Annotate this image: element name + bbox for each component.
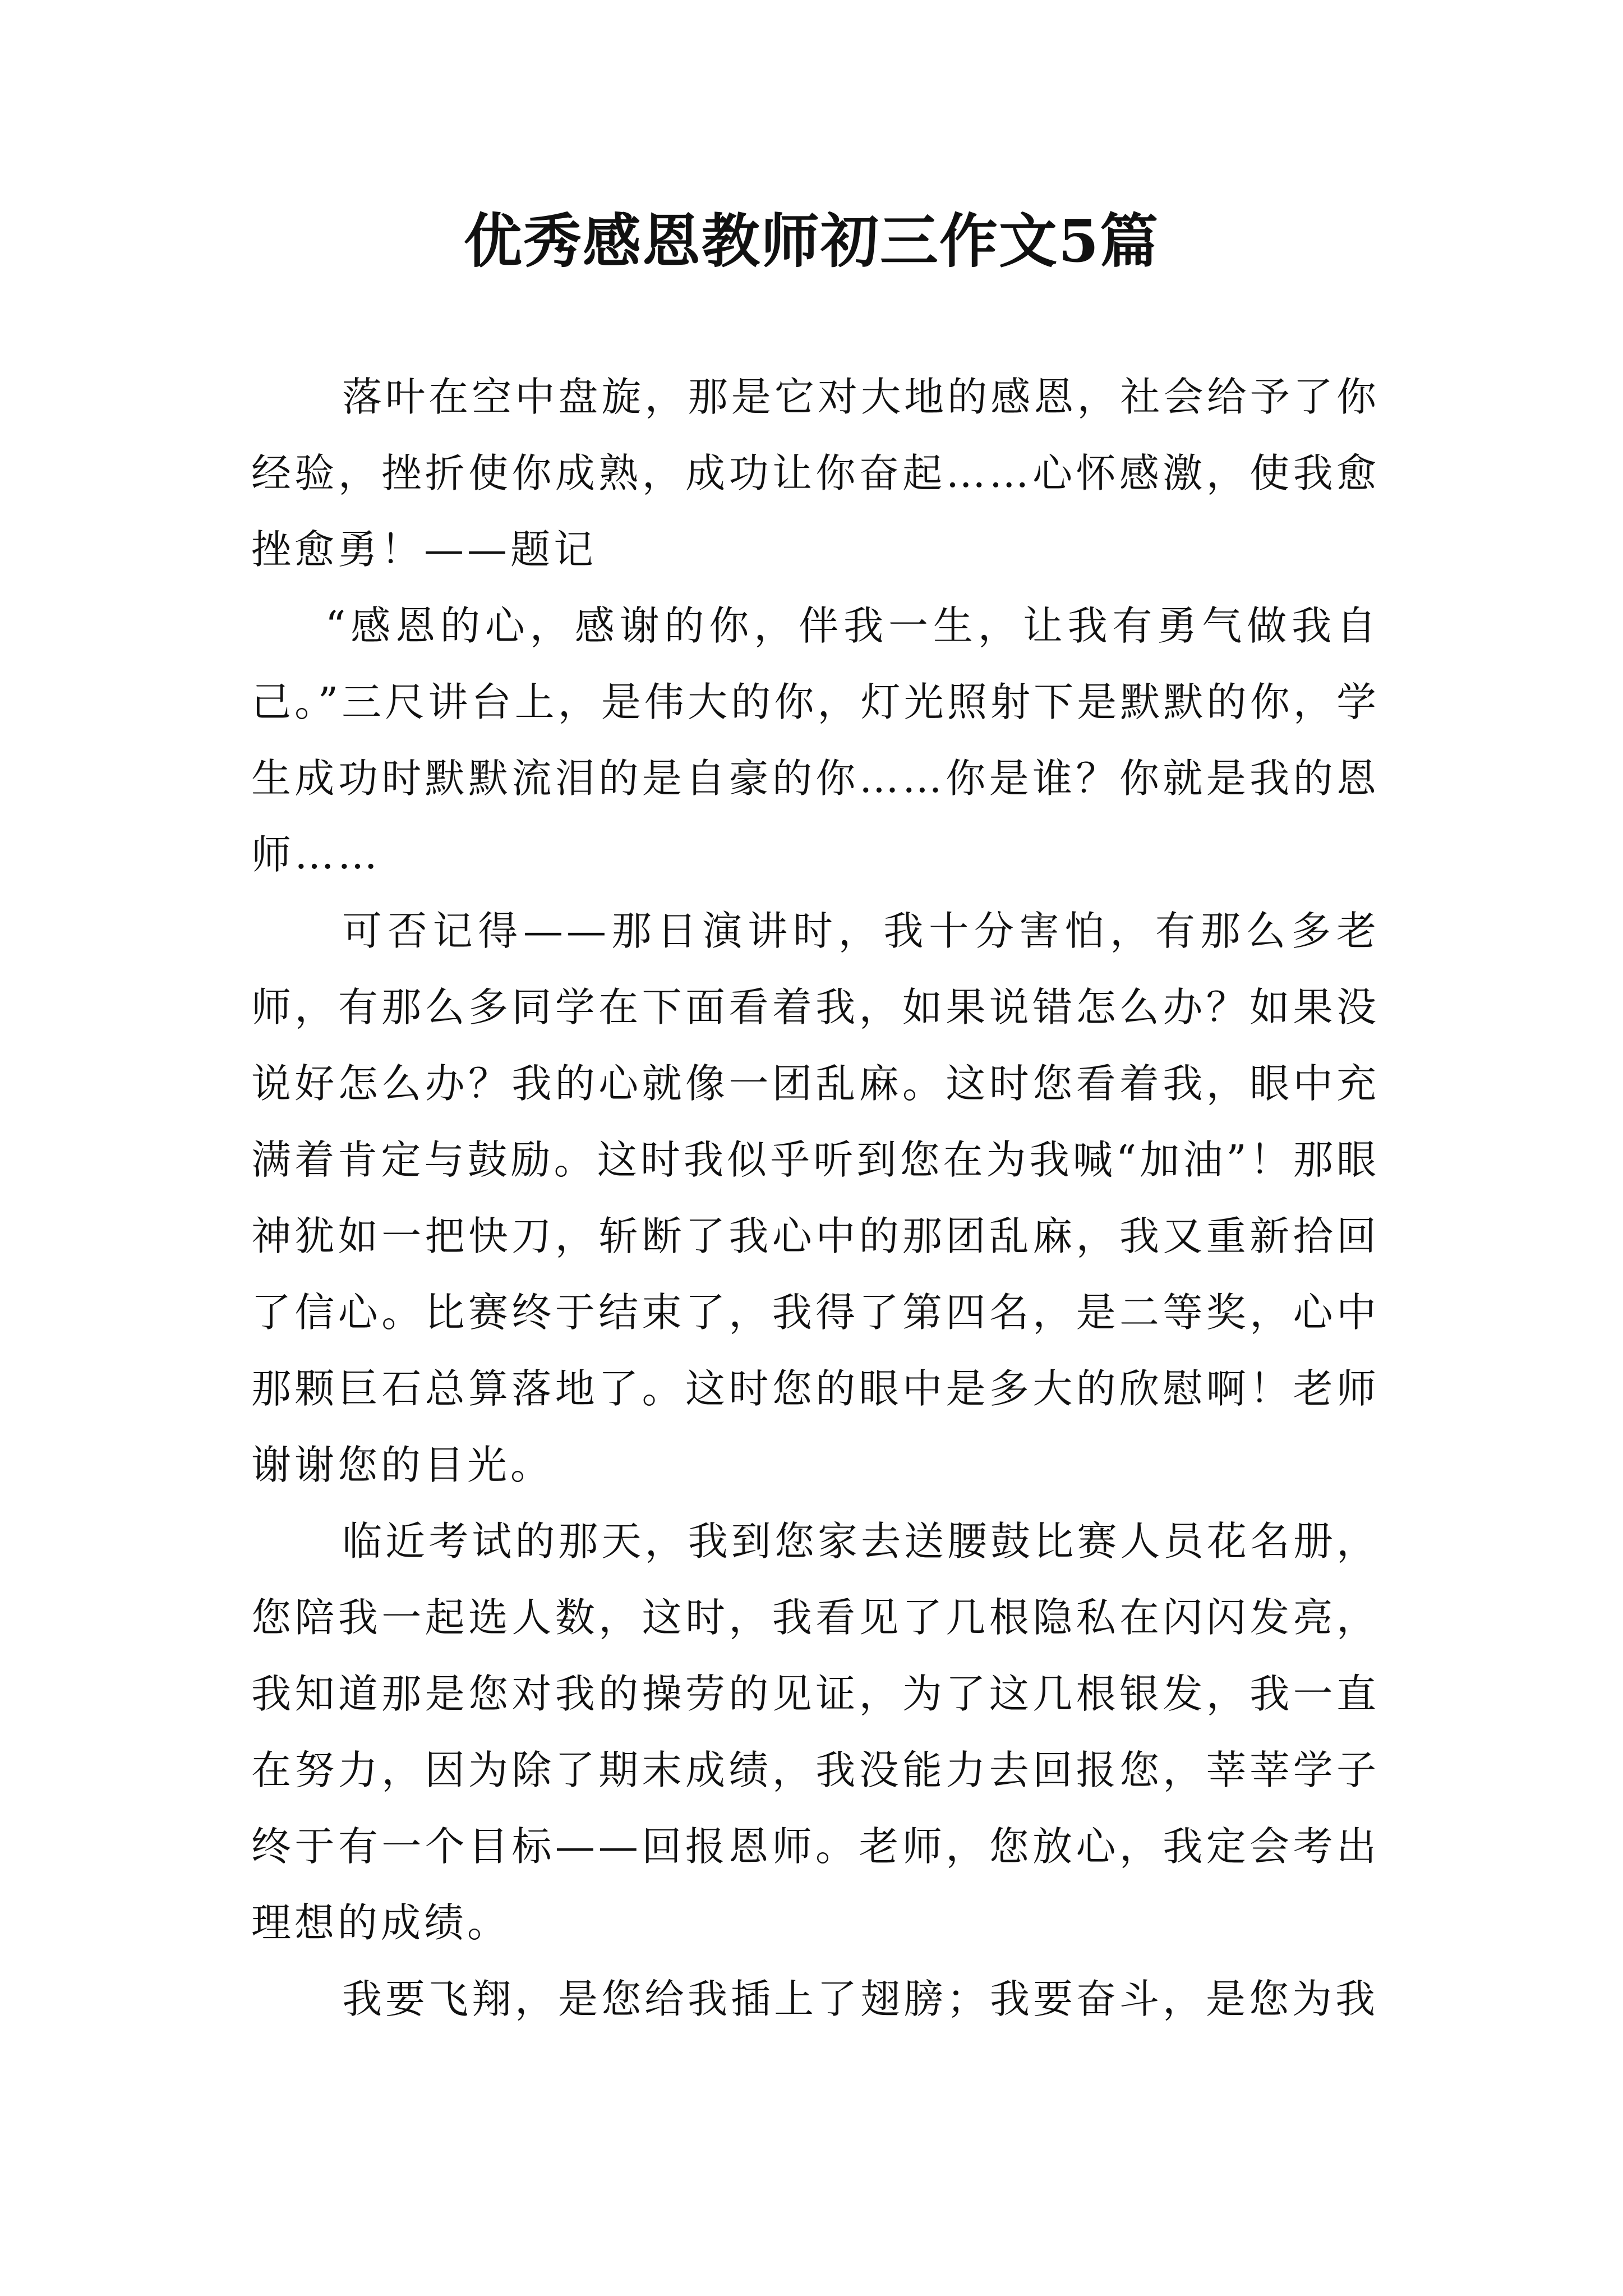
paragraph-speech-contest: 可否记得——那日演讲时，我十分害怕，有那么多老师，有那么多同学在下面看着我，如果说错怎么办？如果没说好怎么办？我的心就像一团乱麻。这时您看着我，眼中充满着肯定与鼓励。这时我似乎听到您在为我喊“加油”！那眼神犹如一把快刀，斩断了我心中的那团乱麻，我又重新拾回了信心。比赛终于结束了，我得了第四名，是二等奖，心中那颗巨石总算落地了。这时您的眼中是多大的欣慰啊！老师谢谢您的目光。 — [251, 908, 1380, 1488]
paragraph-quote: “感恩的心，感谢的你，伴我一生，让我有勇气做我自己。”三尺讲台上，是伟大的你，灯光照射下是默默的你，学生成功时默默流泪的是自豪的你……你是谁？你就是我的恩师…… — [251, 602, 1380, 878]
paragraph-epigraph: 落叶在空中盘旋，那是它对大地的感恩，社会给予了你经验，挫折使你成熟，成功让你奋起……心怀感激，使我愈挫愈勇！——题记 — [251, 374, 1380, 573]
paragraph-exam-day: 临近考试的那天，我到您家去送腰鼓比赛人员花名册，您陪我一起选人数，这时，我看见了几根隐私在闪闪发亮，我知道那是您对我的操劳的见证，为了这几根银发，我一直在努力，因为除了期末成绩，我没能力去回报您，莘莘学子终于有一个目标——回报恩师。老师，您放心，我定会考出理想的成绩。 — [251, 1518, 1380, 1946]
document-body — [251, 359, 1380, 2037]
document-title: 优秀感恩教师初三作文5篇 — [463, 206, 1160, 275]
paragraph-flying: 我要飞翔，是您给我插上了翅膀；我要奋斗，是您为我 — [342, 1976, 1379, 2022]
